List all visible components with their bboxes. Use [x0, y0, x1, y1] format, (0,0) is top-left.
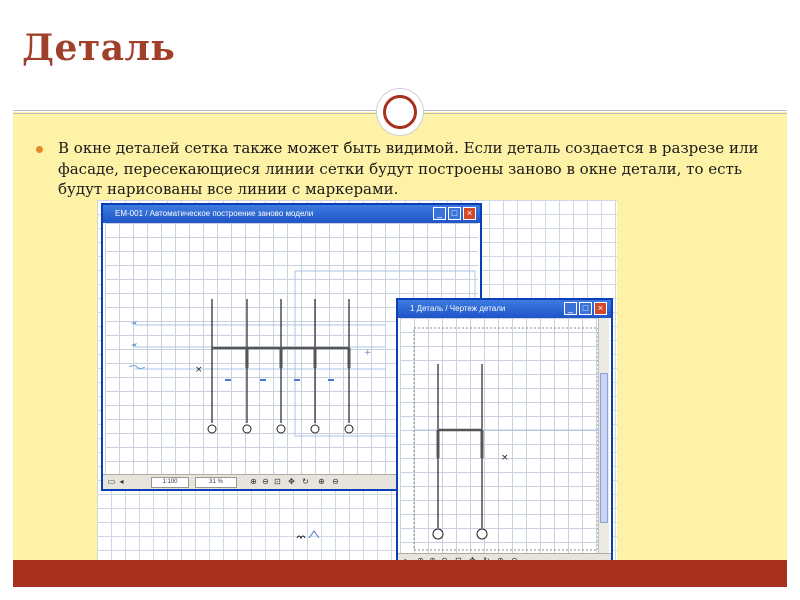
cursor-marker: + [364, 348, 372, 358]
zoom-in-icon[interactable]: ⊕ [318, 477, 325, 486]
grid-marker[interactable] [433, 529, 443, 539]
grid-marker[interactable] [311, 425, 319, 433]
dimension-mark [294, 379, 300, 381]
grid-marker[interactable] [345, 425, 353, 433]
zoom-out-icon[interactable]: ⊖ [332, 477, 339, 486]
slide-title: Деталь [22, 27, 176, 69]
level-marker [131, 321, 137, 325]
minimize-button[interactable]: _ [433, 207, 446, 220]
scale-field[interactable]: 1:100 [151, 477, 189, 488]
detail-boundary [414, 328, 598, 550]
minimize-button[interactable]: _ [564, 302, 577, 315]
detail-drawing-canvas[interactable] [400, 318, 599, 554]
close-button[interactable]: × [463, 207, 476, 220]
maximize-button[interactable]: □ [448, 207, 461, 220]
dimension-mark [225, 379, 231, 381]
fit-icon[interactable]: ⊡ [274, 477, 281, 486]
grid-marker[interactable] [277, 425, 285, 433]
slide-body-text: В окне деталей сетка также может быть видимой. Если деталь создается в разрезе или фасаде, пересекающиеся линии сетки будут построены заново в окне детали, то есть будут нарисованы все линии с маркерами. [58, 139, 759, 198]
level-marker [131, 343, 137, 347]
zoom-in-icon[interactable]: ⊕ [250, 477, 257, 486]
grid-marker[interactable] [208, 425, 216, 433]
maximize-button[interactable]: □ [579, 302, 592, 315]
page-icon[interactable]: ▭ [107, 477, 116, 486]
footer-bar [13, 560, 787, 587]
cross-marker: × [501, 453, 509, 463]
detail-window[interactable] [396, 298, 613, 570]
grid-marker[interactable] [243, 425, 251, 433]
cross-marker: × [195, 365, 203, 375]
zoom-out-icon[interactable]: ⊖ [262, 477, 269, 486]
close-button[interactable]: × [594, 302, 607, 315]
divider-ring-icon [383, 95, 417, 129]
bullet-icon [36, 146, 43, 153]
rotate-icon[interactable]: ↻ [302, 477, 309, 486]
dimension-mark [260, 379, 266, 381]
vertical-scrollbar[interactable] [598, 318, 609, 554]
pan-icon[interactable]: ✥ [288, 477, 295, 486]
main-window-title: ЕМ-001 / Автоматическое построение заново модели [103, 205, 480, 223]
detail-drawing [400, 318, 599, 554]
dimension-mark [328, 379, 334, 381]
scroll-thumb[interactable] [600, 373, 608, 523]
grid-marker[interactable] [477, 529, 487, 539]
nav-icon[interactable]: ◂ [119, 477, 124, 486]
detail-window-title: 1 Деталь / Чертеж детали [398, 300, 611, 318]
level-marker [129, 366, 145, 369]
zoom-field[interactable]: 31 % [195, 477, 237, 488]
small-sketch-mark [296, 528, 322, 542]
